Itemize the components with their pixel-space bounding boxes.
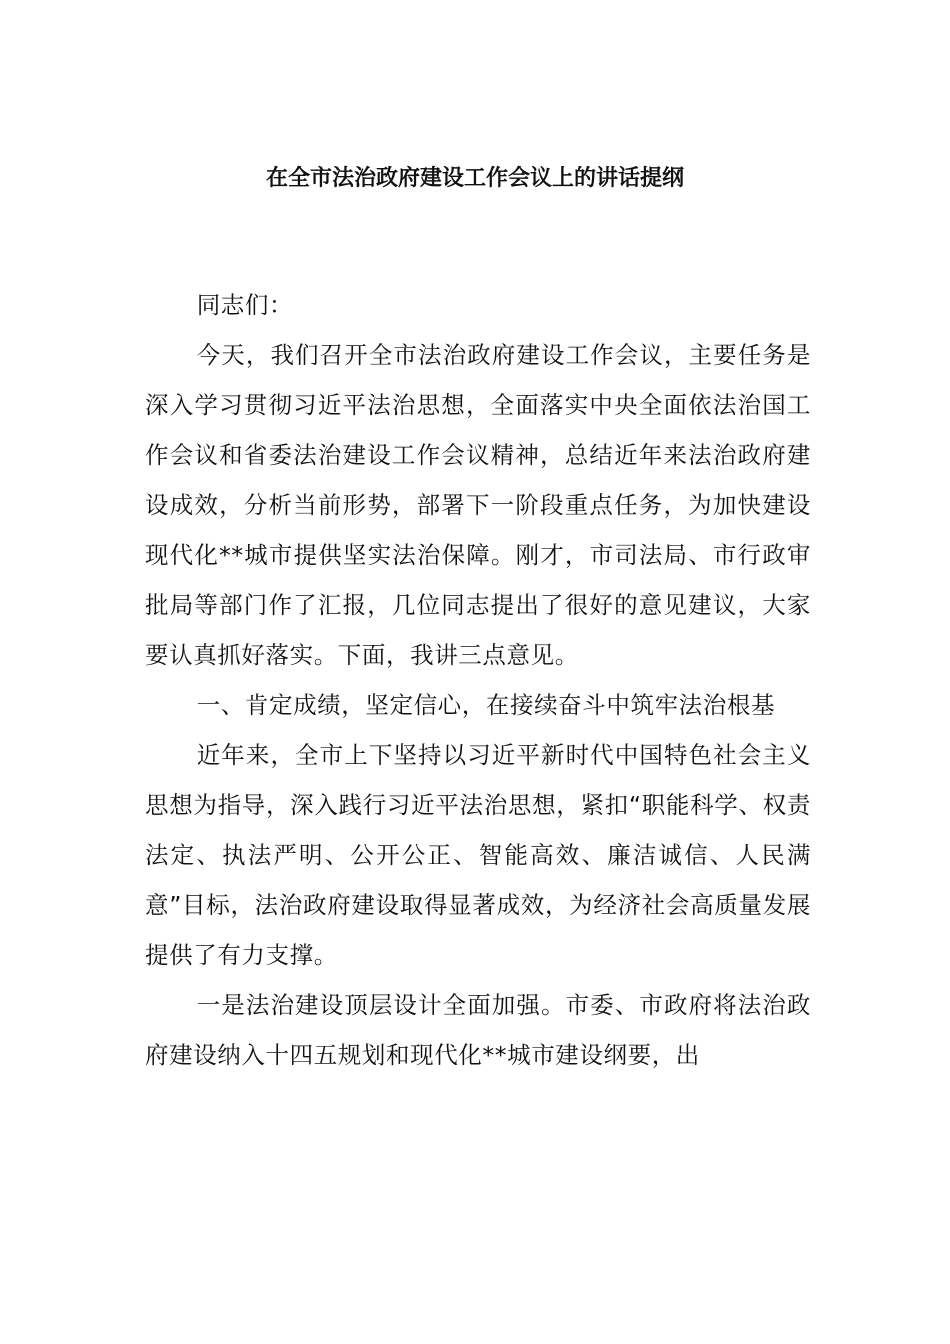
opening-paragraph: 今天，我们召开全市法治政府建设工作会议，主要任务是深入学习贯彻习近平法治思想，全面落实中央全面依法治国工作会议和省委法治建设工作会议精神，总结近年来法治政府建设成效，分析当前形势，部署下一阶段重点任务，为加快建设现代化**城市提供坚实法治保障。刚才，市司法局、市行政审批局等部门作了汇报，几位同志提出了很好的意见建议，大家要认真抓好落实。下面，我讲三点意见。	[145, 341, 811, 669]
section-heading-1: 一、肯定成绩，坚定信心，在接续奋斗中筑牢法治根基	[196, 691, 776, 719]
point-one-paragraph: 一是法治建设顶层设计全面加强。市委、市政府将法治政府建设纳入十四五规划和现代化**城市建设纲要，出	[145, 991, 811, 1069]
document-title: 在全市法治政府建设工作会议上的讲话提纲	[265, 166, 684, 191]
achievements-paragraph: 近年来，全市上下坚持以习近平新时代中国特色社会主义思想为指导，深入践行习近平法治思想，紧扣“职能科学、权责法定、执法严明、公开公正、智能高效、廉洁诚信、人民满意”目标，法治政府建设取得显著成效，为经济社会高质量发展提供了有力支撑。	[145, 741, 811, 969]
document-body	[145, 280, 811, 1080]
salutation-paragraph: 同志们：	[196, 291, 294, 319]
